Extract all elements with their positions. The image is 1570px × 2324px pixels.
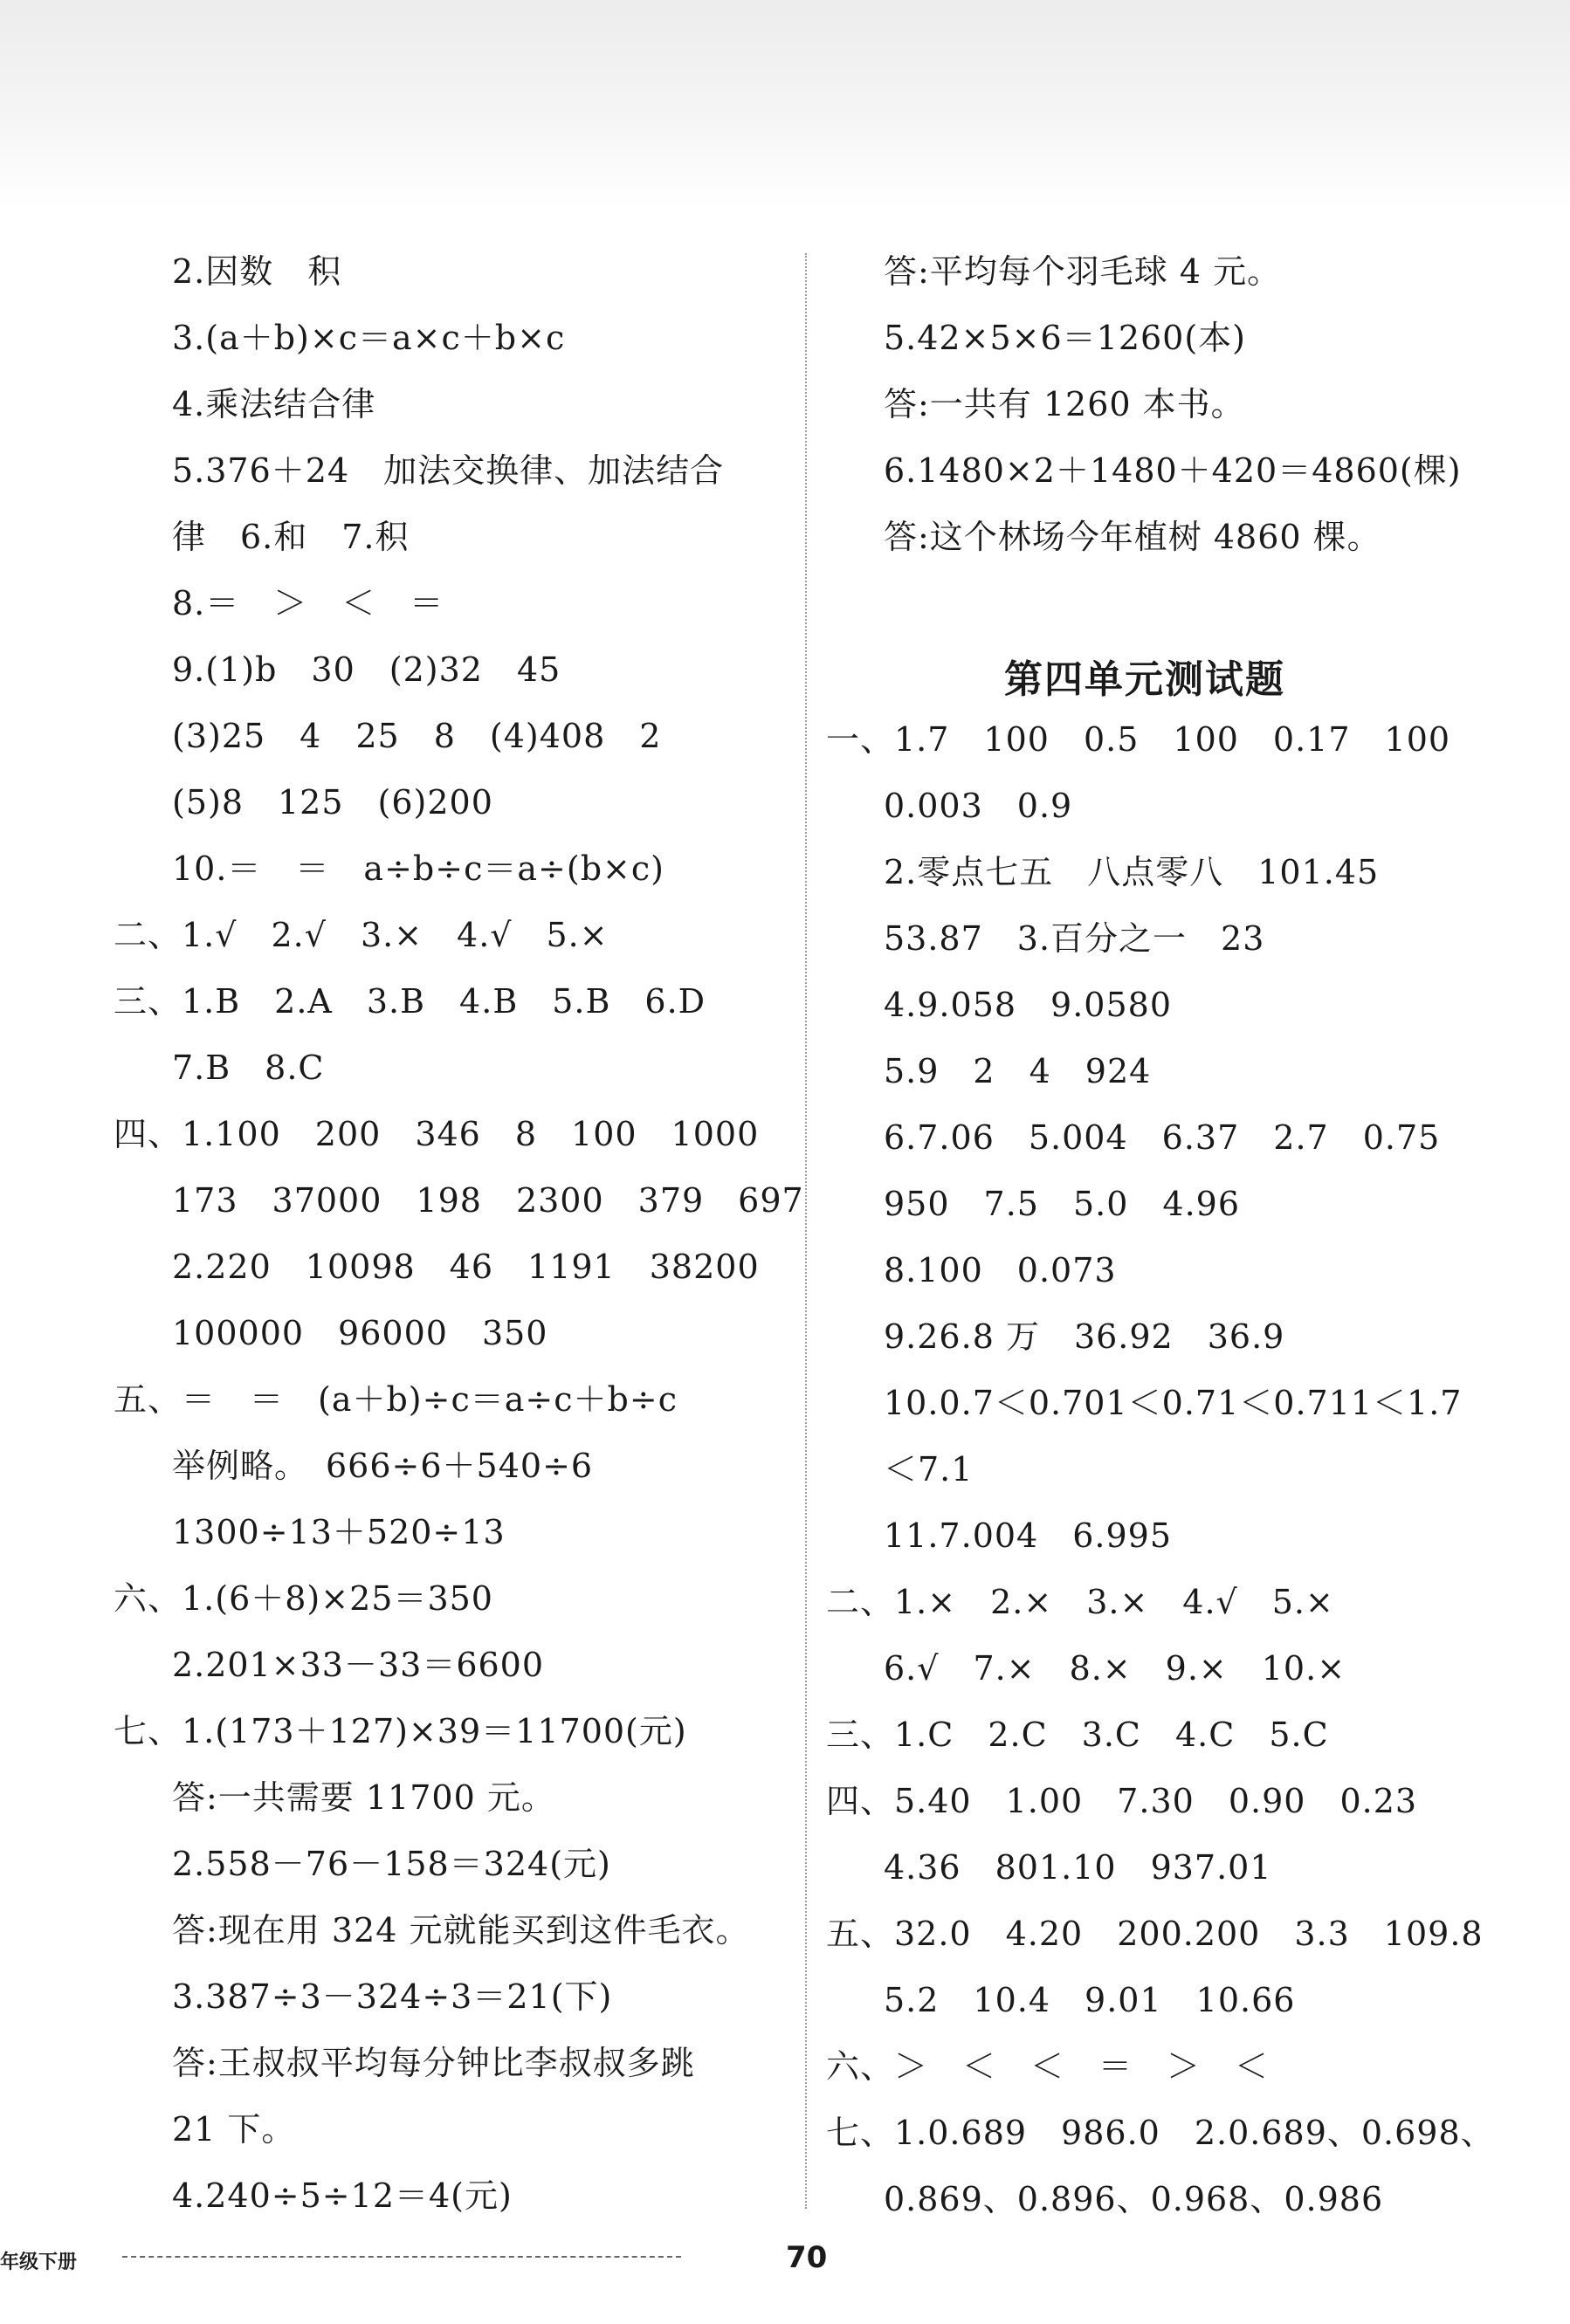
answer-line: 53.87 3.百分之一 23 (884, 919, 1265, 958)
answer-line: 一、1.7 100 0.5 100 0.17 100 (826, 720, 1451, 759)
answer-line: 0.869、0.896、0.968、0.986 (884, 2180, 1384, 2218)
answer-line: 2.558－76－158＝324(元) (172, 1845, 611, 1883)
answer-line: 6.1480×2＋1480＋420＝4860(棵) (884, 451, 1462, 490)
answer-line: 律 6.和 7.积 (172, 518, 410, 556)
section-title: 第四单元测试题 (1004, 657, 1285, 702)
answer-line: 11.7.004 6.995 (884, 1516, 1173, 1555)
answer-line: 4.乘法结合律 (172, 385, 376, 423)
answer-line: 答:现在用 324 元就能买到这件毛衣。 (172, 1911, 750, 1949)
answer-line: 6.7.06 5.004 6.37 2.7 0.75 (884, 1118, 1441, 1157)
answer-line: 2.220 10098 46 1191 38200 (172, 1248, 760, 1286)
answer-line: 3.(a＋b)×c＝a×c＋b×c (172, 319, 566, 357)
answer-line: (3)25 4 25 8 (4)408 2 (172, 717, 662, 755)
answer-line: 5.42×5×6＝1260(本) (884, 319, 1247, 357)
answer-line: (5)8 125 (6)200 (172, 783, 493, 822)
answer-line: 举例略。 666÷6＋540÷6 (172, 1447, 594, 1485)
answer-line: 0.003 0.9 (884, 787, 1073, 825)
answer-line: 7.B 8.C (172, 1049, 325, 1087)
answer-line: 4.240÷5÷12＝4(元) (172, 2176, 513, 2215)
answer-line: 3.387÷3－324÷3＝21(下) (172, 1977, 613, 2016)
answer-line: 答:一共需要 11700 元。 (172, 1778, 555, 1817)
answer-line: 5.9 2 4 924 (884, 1052, 1152, 1090)
answer-line: 七、1.0.689 986.0 2.0.689、0.698、 (826, 2114, 1495, 2152)
footer-rule (122, 2256, 681, 2258)
answer-line: 8.＝ ＞ ＜ ＝ (172, 584, 444, 622)
answer-line: 答:这个林场今年植树 4860 棵。 (884, 518, 1381, 556)
page-number: 70 (786, 2240, 828, 2275)
answer-line: 100000 96000 350 (172, 1314, 548, 1352)
answer-line: 七、1.(173＋127)×39＝11700(元) (114, 1712, 687, 1750)
answer-line: 10.0.7＜0.701＜0.71＜0.711＜1.7 (884, 1384, 1463, 1422)
answer-line: 9.26.8 万 36.92 36.9 (884, 1317, 1285, 1356)
answer-line: 二、1.√ 2.√ 3.× 4.√ 5.× (114, 916, 609, 954)
answer-line: 答:王叔叔平均每分钟比李叔叔多跳 (172, 2044, 695, 2082)
answer-line: 三、1.B 2.A 3.B 4.B 5.B 6.D (114, 982, 706, 1021)
answer-line: 四、1.100 200 346 8 100 1000 (114, 1115, 760, 1153)
answer-line: 6.√ 7.× 8.× 9.× 10.× (884, 1649, 1346, 1688)
answer-line: 五、32.0 4.20 200.200 3.3 109.8 (826, 1915, 1484, 1953)
answer-line: 六、1.(6＋8)×25＝350 (114, 1579, 493, 1618)
answer-line: 9.(1)b 30 (2)32 45 (172, 650, 561, 689)
answer-line: 173 37000 198 2300 379 697 (172, 1181, 804, 1220)
answer-line: 六、＞ ＜ ＜ ＝ ＞ ＜ (826, 2047, 1270, 2086)
answer-line: 2.201×33－33＝6600 (172, 1646, 545, 1684)
answer-line: 4.9.058 9.0580 (884, 986, 1173, 1024)
answer-line: 5.2 10.4 9.01 10.66 (884, 1981, 1296, 2019)
answer-line: 四、5.40 1.00 7.30 0.90 0.23 (826, 1782, 1418, 1820)
answer-line: 三、1.C 2.C 3.C 4.C 5.C (826, 1715, 1329, 1754)
answer-line: 8.100 0.073 (884, 1251, 1117, 1289)
answer-line: 10.＝ ＝ a÷b÷c＝a÷(b×c) (172, 849, 664, 888)
answer-line: 2.因数 积 (172, 252, 342, 291)
answer-line: 答:平均每个羽毛球 4 元。 (884, 252, 1282, 291)
answer-line: 950 7.5 5.0 4.96 (884, 1185, 1241, 1223)
scan-shadow (0, 0, 1570, 210)
answer-line: 答:一共有 1260 本书。 (884, 385, 1245, 423)
grade-label: 年级下册 (0, 2252, 78, 2273)
column-divider (805, 253, 807, 2209)
answer-line: ＜7.1 (884, 1450, 974, 1489)
answer-line: 4.36 801.10 937.01 (884, 1848, 1272, 1887)
answer-line: 1300÷13＋520÷13 (172, 1513, 506, 1551)
answer-line: 5.376＋24 加法交换律、加法结合 (172, 451, 725, 490)
answer-line: 五、＝ ＝ (a＋b)÷c＝a÷c＋b÷c (114, 1380, 678, 1419)
answer-line: 2.零点七五 八点零八 101.45 (884, 853, 1380, 891)
answer-line: 21 下。 (172, 2110, 296, 2149)
answer-line: 二、1.× 2.× 3.× 4.√ 5.× (826, 1583, 1334, 1621)
